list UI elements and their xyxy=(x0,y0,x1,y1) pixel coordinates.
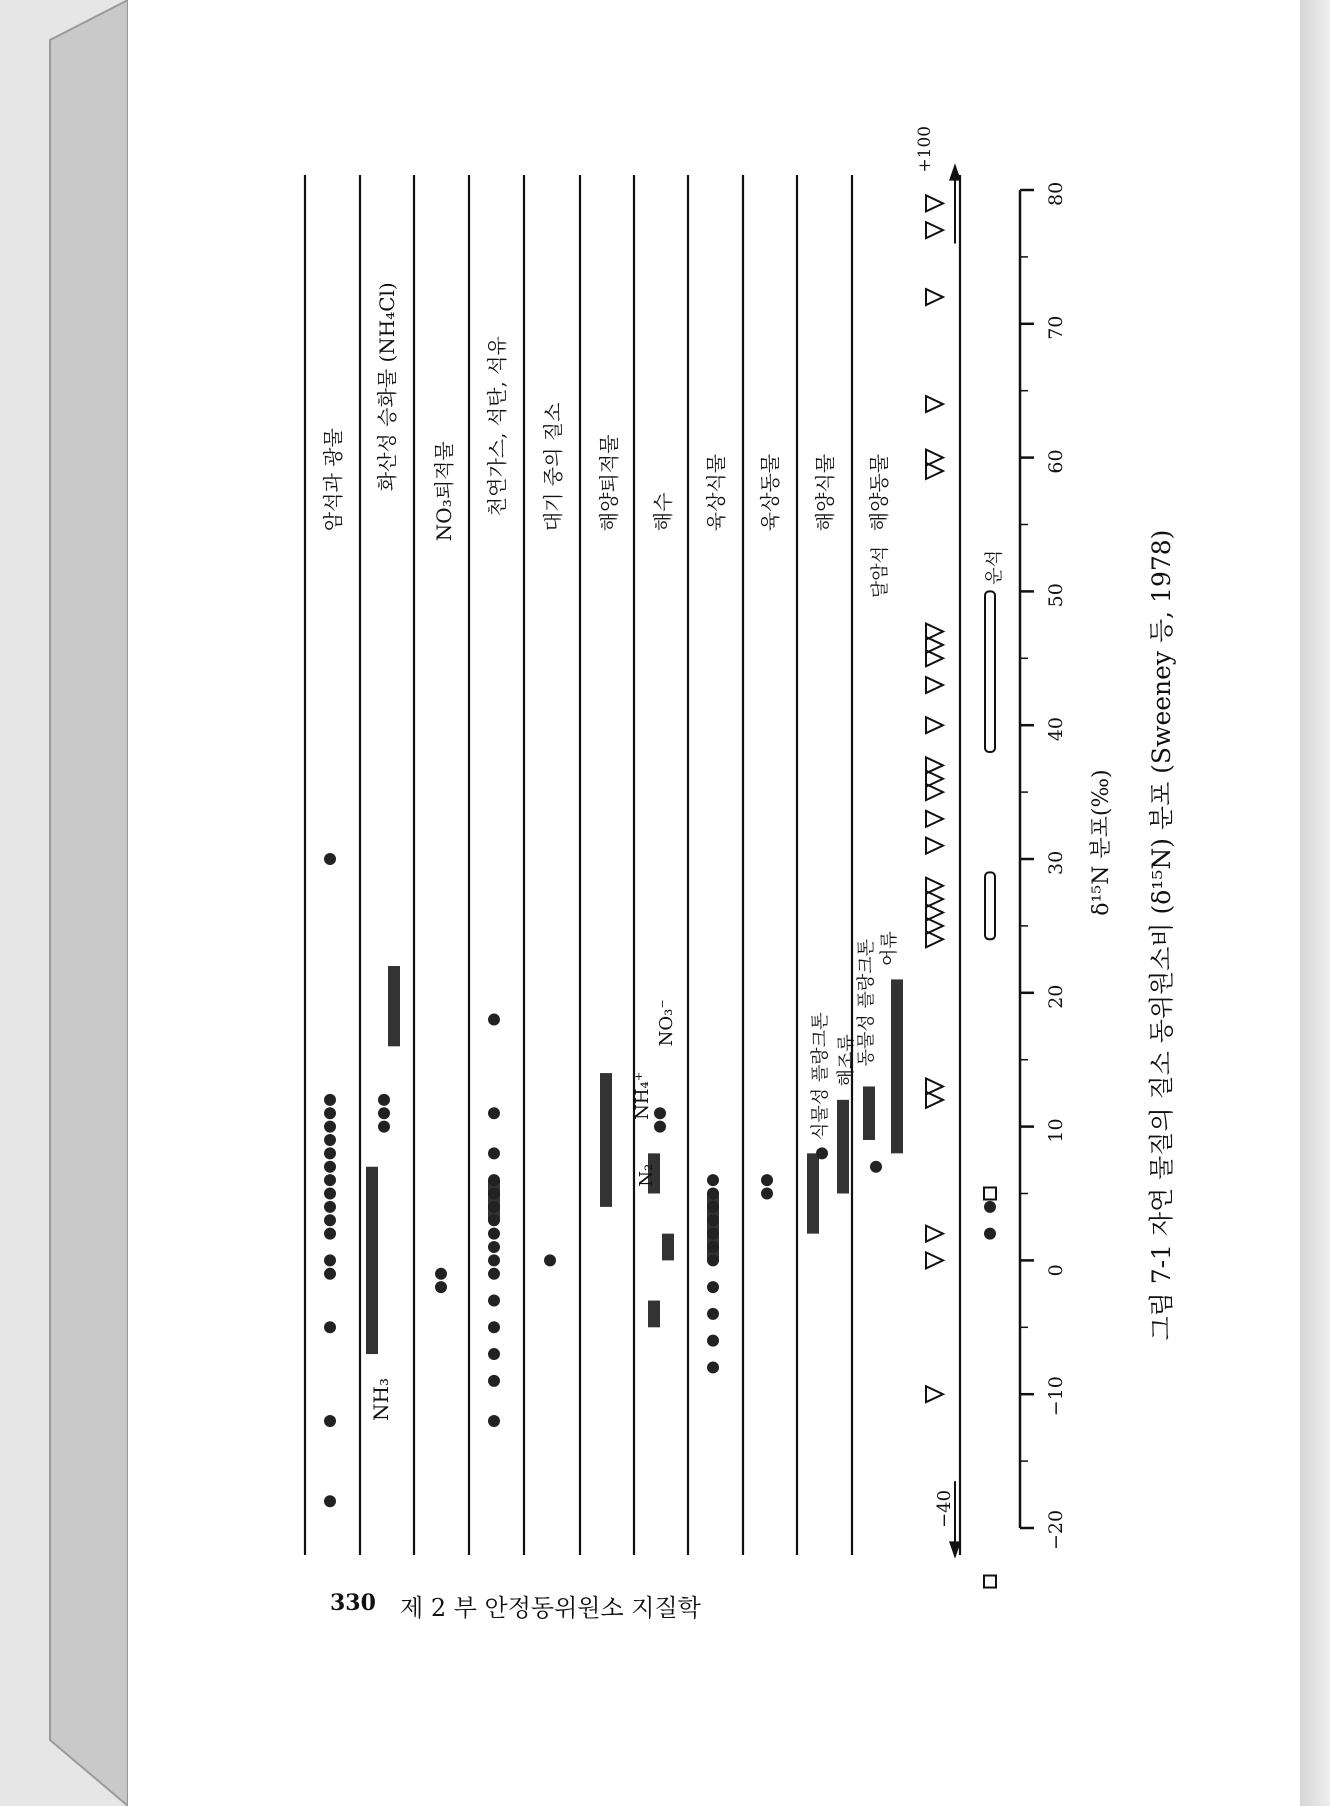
point-9-2 xyxy=(761,1174,773,1186)
axis-tick-label: 30 xyxy=(1045,850,1067,875)
open-bar-1 xyxy=(985,872,995,939)
point-4-15 xyxy=(488,1107,500,1119)
triangle-1 xyxy=(926,1386,943,1402)
point-1-4 xyxy=(324,1268,336,1280)
bar-7-1 xyxy=(648,1301,660,1328)
figure-caption: 그림 7-1 자연 물질의 질소 동위원소비 (δ¹⁵N) 분포 (Sweeney 등, 1978) xyxy=(1147,529,1176,1341)
triangle-23 xyxy=(926,396,943,412)
point-8-1 xyxy=(707,1361,719,1373)
point-8-8 xyxy=(707,1214,719,1226)
point-4-6 xyxy=(488,1268,500,1280)
point-8-5 xyxy=(707,1254,719,1266)
category-label-2: 화산성 승화물 (NH₄Cl) xyxy=(375,282,399,492)
point-4-2 xyxy=(488,1375,500,1387)
bar-7-2 xyxy=(662,1234,674,1261)
point-8-4 xyxy=(707,1281,719,1293)
bar-6-1 xyxy=(600,1073,612,1207)
bar-2-2 xyxy=(388,966,400,1046)
point-4-1 xyxy=(488,1415,500,1427)
annotation-n2: N₂ xyxy=(636,1163,657,1187)
category-label-9: 육상동물 xyxy=(758,453,782,532)
annotation-fish: 어류 xyxy=(879,931,900,967)
bar-11-1 xyxy=(863,1086,875,1140)
triangle-26 xyxy=(926,195,943,211)
overflow-right-label: +100 xyxy=(915,125,935,173)
point-8-2 xyxy=(707,1335,719,1347)
point-9-1 xyxy=(761,1188,773,1200)
point-4-9 xyxy=(488,1228,500,1240)
point-2-3 xyxy=(378,1094,390,1106)
point-13-2 xyxy=(984,1201,996,1213)
bar-4-1 xyxy=(488,1180,500,1220)
annotation-plant-plankton: 식물성 플랑크톤 xyxy=(810,1012,831,1140)
point-8-7 xyxy=(707,1228,719,1240)
category-label-7: 해수 xyxy=(651,492,675,532)
point-1-16 xyxy=(324,1094,336,1106)
point-4-12 xyxy=(488,1188,500,1200)
triangle-12 xyxy=(926,811,943,827)
point-1-5 xyxy=(324,1254,336,1266)
point-4-11 xyxy=(488,1201,500,1213)
axis-tick-label: 80 xyxy=(1045,181,1067,206)
annotation-nh4: NH₄⁺ xyxy=(632,1071,653,1120)
square-2 xyxy=(984,1576,996,1588)
overflow-left-label: −40 xyxy=(934,1489,955,1528)
point-1-12 xyxy=(324,1147,336,1159)
point-4-13 xyxy=(488,1174,500,1186)
annotation-animal-plankton: 동물성 플랑크톤 xyxy=(856,938,877,1067)
axis-tick-label: 20 xyxy=(1045,984,1067,1009)
axis-tick-label: 70 xyxy=(1045,315,1067,340)
point-8-3 xyxy=(707,1308,719,1320)
triangle-3 xyxy=(926,1226,943,1242)
point-1-10 xyxy=(324,1174,336,1186)
point-1-17 xyxy=(324,853,336,865)
point-8-9 xyxy=(707,1201,719,1213)
axis-tick-label: 10 xyxy=(1045,1118,1067,1143)
point-1-14 xyxy=(324,1121,336,1133)
triangle-17 xyxy=(926,677,943,693)
point-4-14 xyxy=(488,1147,500,1159)
point-11-1 xyxy=(870,1161,882,1173)
arrow-right-head xyxy=(949,163,961,180)
point-4-3 xyxy=(488,1348,500,1360)
category-label-10: 해양식물 xyxy=(813,453,837,532)
point-3-2 xyxy=(435,1268,447,1280)
annotation-no3: NO₃⁻ xyxy=(656,999,677,1047)
point-3-1 xyxy=(435,1281,447,1293)
category-label-5: 대기 중의 질소 xyxy=(541,402,565,532)
axis-tick-label: 60 xyxy=(1045,449,1067,474)
point-2-2 xyxy=(378,1107,390,1119)
point-8-6 xyxy=(707,1241,719,1253)
axis-tick-label: −20 xyxy=(1045,1509,1067,1550)
category-label-6: 해양퇴적물 xyxy=(597,434,621,532)
point-7-2 xyxy=(654,1107,666,1119)
axis-tick-label: 0 xyxy=(1045,1264,1067,1277)
triangle-11 xyxy=(926,838,943,854)
triangle-16 xyxy=(926,717,943,733)
axis-tick-label: 50 xyxy=(1045,583,1067,608)
triangle-25 xyxy=(926,222,943,238)
category-label-4: 천연가스, 석탄, 석유 xyxy=(485,336,509,517)
point-7-1 xyxy=(654,1121,666,1133)
point-4-5 xyxy=(488,1295,500,1307)
triangle-24 xyxy=(926,289,943,305)
category-label-3: NO₃퇴적물 xyxy=(432,441,456,542)
category-label-8: 육상식물 xyxy=(704,453,728,532)
open-bar-2 xyxy=(985,591,995,752)
point-1-1 xyxy=(324,1495,336,1507)
category-label-1: 암석과 광물 xyxy=(321,428,345,532)
point-5-1 xyxy=(544,1254,556,1266)
point-1-13 xyxy=(324,1134,336,1146)
point-10-1 xyxy=(816,1147,828,1159)
triangle-2 xyxy=(926,1252,943,1268)
point-1-9 xyxy=(324,1188,336,1200)
annotation-nh3: NH₃ xyxy=(369,1377,393,1421)
point-1-8 xyxy=(324,1201,336,1213)
page-number: 330 xyxy=(330,1590,376,1616)
point-4-4 xyxy=(488,1321,500,1333)
point-1-2 xyxy=(324,1415,336,1427)
category-label-11: 해양동물 xyxy=(867,453,891,532)
annotation-algae: 해조류 xyxy=(836,1034,857,1087)
point-13-1 xyxy=(984,1228,996,1240)
bar-10-2 xyxy=(837,1100,849,1194)
point-1-11 xyxy=(324,1161,336,1173)
annotation-meteorite: 운석 xyxy=(984,549,1005,585)
bar-2-1 xyxy=(366,1167,378,1354)
point-1-6 xyxy=(324,1228,336,1240)
category-label-12: 달암석 xyxy=(870,545,891,599)
point-4-7 xyxy=(488,1254,500,1266)
point-1-7 xyxy=(324,1214,336,1226)
bar-10-1 xyxy=(807,1153,819,1233)
point-4-8 xyxy=(488,1241,500,1253)
point-8-10 xyxy=(707,1188,719,1200)
point-1-15 xyxy=(324,1107,336,1119)
point-1-3 xyxy=(324,1321,336,1333)
point-4-16 xyxy=(488,1014,500,1026)
axis-tick-label: −10 xyxy=(1045,1376,1067,1417)
point-4-10 xyxy=(488,1214,500,1226)
square-1 xyxy=(984,1188,996,1200)
bar-11-2 xyxy=(891,979,903,1153)
axis-label: δ¹⁵N 분포(‰) xyxy=(1089,769,1114,916)
part-title: 제 2 부 안정동위원소 지질학 xyxy=(400,1594,701,1622)
point-2-1 xyxy=(378,1121,390,1133)
point-8-11 xyxy=(707,1174,719,1186)
axis-tick-label: 40 xyxy=(1045,717,1067,742)
